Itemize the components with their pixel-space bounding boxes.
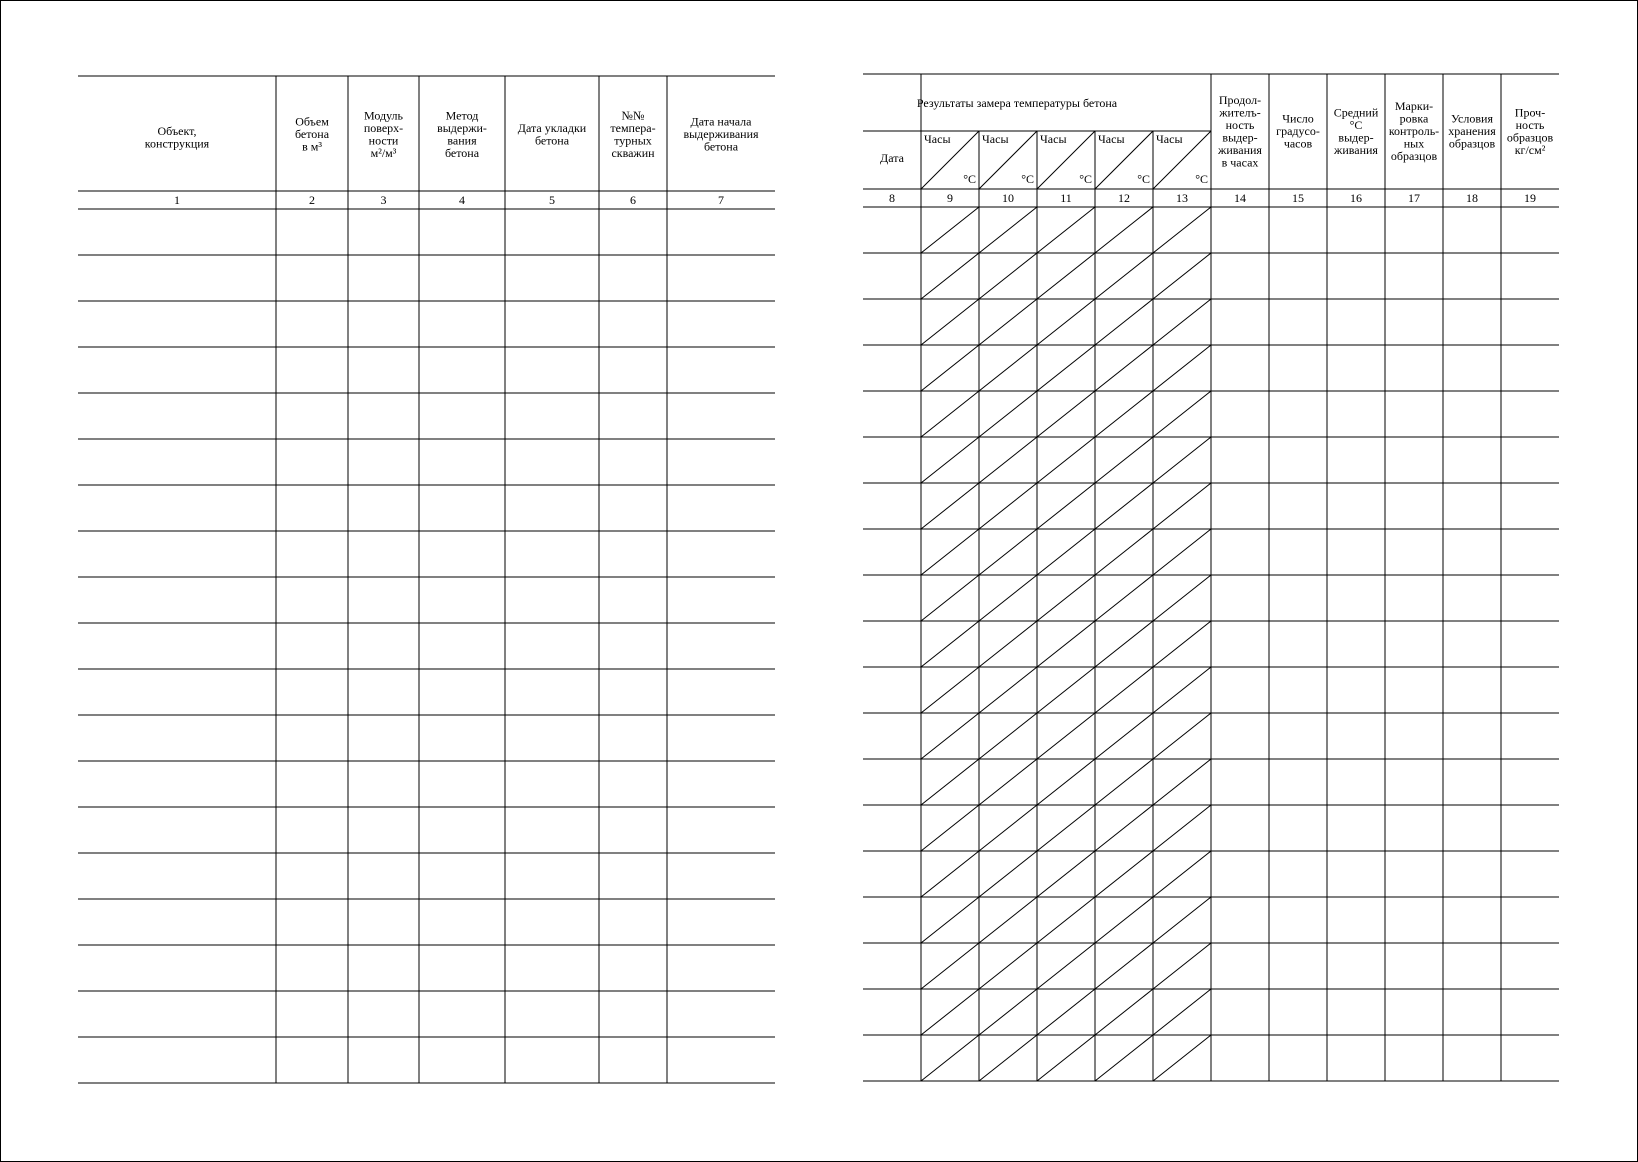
cell-diagonal [1095,943,1153,989]
cell-diagonal [1153,437,1211,483]
column-header-16: Средний [1333,105,1379,120]
column-header-19: образцов [1506,130,1554,145]
column-header-16: живания [1334,142,1378,157]
column-header-18: образцов [1448,136,1496,151]
cell-diagonal [1095,483,1153,529]
cell-diagonal [979,345,1037,391]
cell-diagonal [1037,1035,1095,1081]
cell-diagonal [921,575,979,621]
column-header-14: живания [1218,142,1262,157]
column-header-3: поверх- [363,120,404,135]
cell-diagonal [1153,897,1211,943]
cell-diagonal [979,897,1037,943]
column-number-7: 7 [718,193,724,207]
cell-diagonal [979,989,1037,1035]
cell-diagonal [921,989,979,1035]
degree-label: °C [1079,172,1092,186]
column-header-6: №№ [621,108,645,123]
cell-diagonal [979,805,1037,851]
column-header-17: Марки- [1394,99,1434,113]
cell-diagonal [921,253,979,299]
hours-label: Часы [1156,132,1183,146]
cell-diagonal [921,621,979,667]
cell-diagonal [1153,851,1211,897]
column-header-3: Модуль [363,108,404,123]
degree-label: °C [1137,172,1150,186]
cell-diagonal [979,575,1037,621]
cell-diagonal [1095,621,1153,667]
hours-label: Часы [982,132,1009,146]
hours-label: Часы [1098,132,1125,146]
cell-diagonal [1153,529,1211,575]
column-header-15: градусо- [1276,124,1320,138]
cell-diagonal [1095,575,1153,621]
column-number-5: 5 [549,193,555,207]
cell-diagonal [921,345,979,391]
column-header-14: жителъ- [1219,105,1261,120]
left-table [78,76,775,1083]
column-number-9: 9 [947,191,953,205]
cell-diagonal [1153,805,1211,851]
cell-diagonal [1095,207,1153,253]
column-header-5: Дата укладки [517,120,587,135]
cell-diagonal [1037,299,1095,345]
cell-diagonal [1095,759,1153,805]
cell-diagonal [921,897,979,943]
cell-diagonal [1037,207,1095,253]
group-header: Результаты замера температуры бетона [916,96,1118,110]
cell-diagonal [1037,437,1095,483]
cell-diagonal [1037,897,1095,943]
cell-diagonal [1037,943,1095,989]
cell-diagonal [1095,667,1153,713]
cell-diagonal [1095,897,1153,943]
column-header-6: скважин [611,145,655,160]
degree-label: °C [963,172,976,186]
cell-diagonal [1037,483,1095,529]
date-header: Дата [880,151,904,165]
cell-diagonal [921,759,979,805]
column-number-13: 13 [1176,191,1188,205]
cell-diagonal [1095,253,1153,299]
column-header-2: бетона [294,127,330,141]
cell-diagonal [1037,529,1095,575]
column-header-17: ровка [1399,111,1429,126]
right-table [863,74,1559,1081]
column-header-17: образцов [1390,149,1438,163]
column-header-19: Проч- [1514,105,1546,120]
cell-diagonal [1037,621,1095,667]
column-number-10: 10 [1002,191,1014,205]
cell-diagonal [979,253,1037,299]
cell-diagonal [1095,1035,1153,1081]
cell-diagonal [979,851,1037,897]
cell-diagonal [979,1035,1037,1081]
hours-label: Часы [924,132,951,146]
cell-diagonal [1153,989,1211,1035]
column-number-11: 11 [1060,191,1072,205]
cell-diagonal [921,391,979,437]
cell-diagonal [979,391,1037,437]
cell-diagonal [1095,345,1153,391]
cell-diagonal [1153,483,1211,529]
column-number-18: 18 [1466,191,1478,205]
column-header-6: темпера- [610,120,656,135]
column-header-16: выдер- [1338,130,1374,145]
cell-diagonal [1153,299,1211,345]
column-number-6: 6 [630,193,636,207]
column-number-3: 3 [380,193,387,207]
cell-diagonal [921,437,979,483]
column-number-2: 2 [309,193,315,207]
cell-diagonal [1153,345,1211,391]
column-header-4: бетона [444,145,480,160]
column-header-14: в часах [1221,155,1259,170]
column-header-7: Дата начала [690,114,752,129]
cell-diagonal [1037,391,1095,437]
cell-diagonal [979,529,1037,575]
cell-diagonal [921,529,979,575]
column-header-18: Условия [1451,111,1493,126]
column-number-17: 17 [1408,191,1420,205]
column-header-18: хранения [1448,124,1496,138]
cell-diagonal [1037,759,1095,805]
degree-label: °C [1195,172,1208,186]
column-header-4: вания [447,133,477,148]
cell-diagonal [979,207,1037,253]
cell-diagonal [1037,713,1095,759]
column-number-16: 16 [1350,191,1362,205]
cell-diagonal [1153,759,1211,805]
cell-diagonal [979,759,1037,805]
cell-diagonal [1153,575,1211,621]
cell-diagonal [1095,989,1153,1035]
column-header-4: Метод [445,108,479,123]
cell-diagonal [921,851,979,897]
cell-diagonal [1095,529,1153,575]
column-number-1: 1 [174,193,180,207]
cell-diagonal [1095,713,1153,759]
cell-diagonal [1095,299,1153,345]
column-header-7: выдерживания [683,127,759,141]
cell-diagonal [979,667,1037,713]
column-header-17: ных [1403,136,1425,151]
cell-diagonal [1095,391,1153,437]
column-header-19: кг/см² [1514,142,1546,157]
column-number-15: 15 [1292,191,1304,205]
cell-diagonal [921,713,979,759]
cell-diagonal [921,207,979,253]
cell-diagonal [1153,713,1211,759]
cell-diagonal [1095,851,1153,897]
cell-diagonal [979,437,1037,483]
hours-label: Часы [1040,132,1067,146]
cell-diagonal [921,299,979,345]
cell-diagonal [979,483,1037,529]
column-header-2: Объем [295,114,329,129]
cell-diagonal [1153,207,1211,253]
column-number-12: 12 [1118,191,1130,205]
cell-diagonal [1153,391,1211,437]
column-header-7: бетона [703,139,739,154]
column-header-6: турных [614,133,652,148]
column-header-3: ности [368,133,399,148]
column-header-5: бетона [534,133,570,148]
column-header-14: ность [1225,117,1255,132]
column-number-8: 8 [889,191,895,205]
column-header-15: часов [1283,136,1313,151]
column-header-17: контроль- [1388,124,1440,138]
cell-diagonal [921,667,979,713]
cell-diagonal [1037,575,1095,621]
cell-diagonal [979,299,1037,345]
cell-diagonal [1095,805,1153,851]
column-header-16: °C [1349,117,1363,132]
cell-diagonal [1153,667,1211,713]
cell-diagonal [921,1035,979,1081]
cell-diagonal [1153,1035,1211,1081]
cell-diagonal [1037,989,1095,1035]
column-header-2: в м³ [302,139,322,154]
cell-diagonal [1037,805,1095,851]
column-number-14: 14 [1234,191,1246,205]
cell-diagonal [1037,253,1095,299]
column-header-15: Число [1282,111,1314,126]
cell-diagonal [1153,253,1211,299]
column-header-14: выдер- [1222,130,1258,145]
cell-diagonal [921,943,979,989]
column-header-1: конструкция [144,136,210,151]
cell-diagonal [979,943,1037,989]
column-header-19: ность [1515,117,1545,132]
column-number-19: 19 [1524,191,1536,205]
cell-diagonal [921,483,979,529]
column-header-14: Продол- [1218,92,1262,107]
degree-label: °C [1021,172,1034,186]
cell-diagonal [1037,851,1095,897]
cell-diagonal [921,805,979,851]
cell-diagonal [1095,437,1153,483]
column-header-4: выдержи- [437,120,487,135]
column-header-1: Объект, [157,123,197,138]
cell-diagonal [1153,621,1211,667]
cell-diagonal [1037,667,1095,713]
cell-diagonal [979,713,1037,759]
cell-diagonal [979,621,1037,667]
column-header-3: м²/м³ [370,145,397,160]
column-number-4: 4 [459,193,465,207]
cell-diagonal [1153,943,1211,989]
cell-diagonal [1037,345,1095,391]
